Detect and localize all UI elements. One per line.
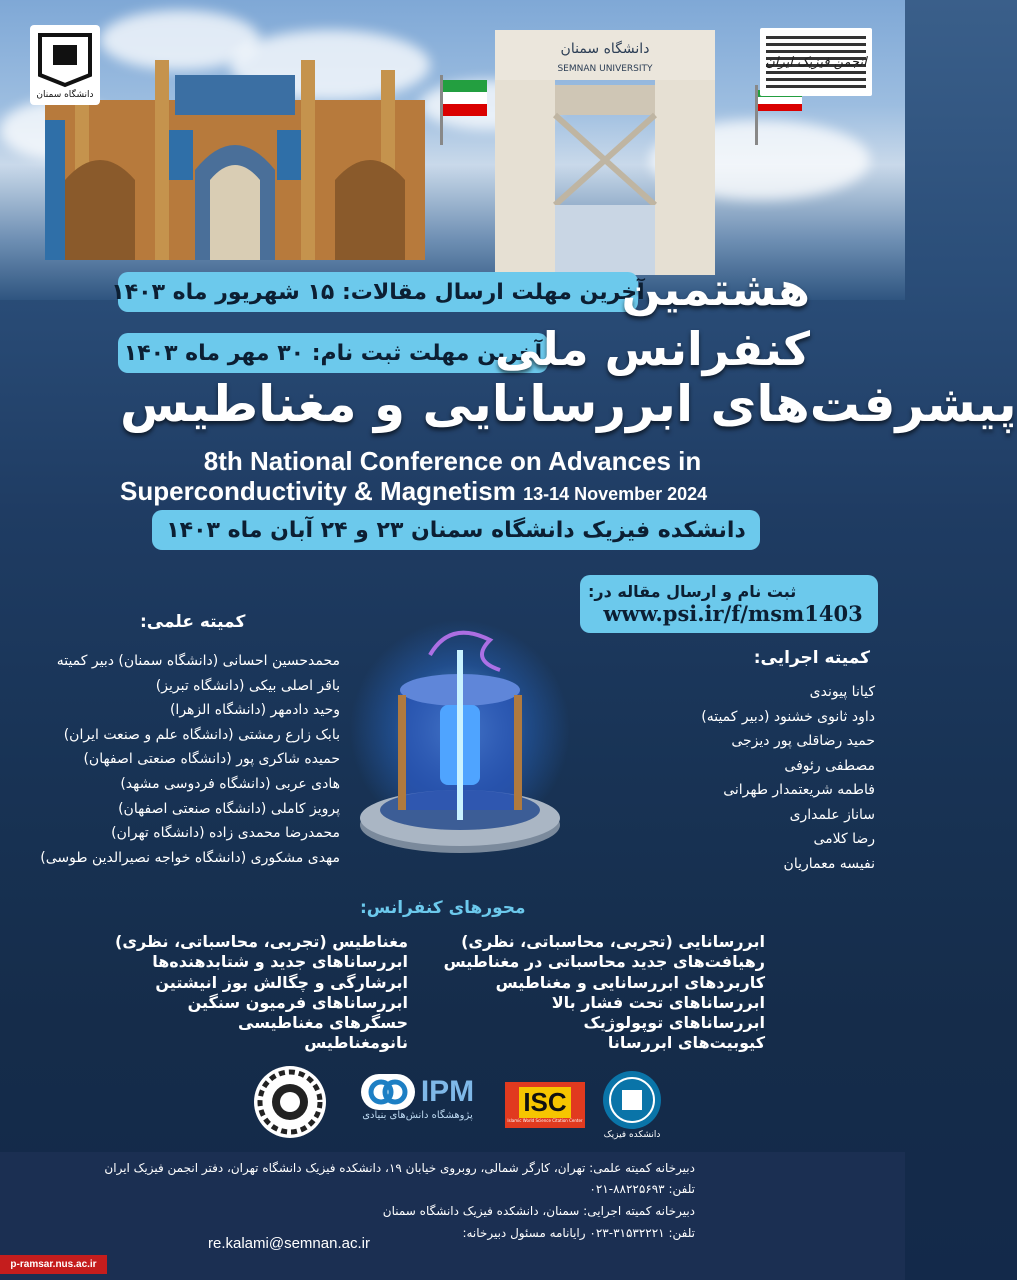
list-item: نفیسه معماریان: [783, 855, 875, 872]
title-line-3: پیشرفت‌های ابررسانایی و مغناطیس: [120, 375, 1017, 433]
physics-society-logo: [760, 28, 872, 96]
list-item: وحید دادمهر (دانشگاه الزهرا): [169, 702, 340, 719]
scientific-committee-list: [40, 649, 340, 870]
executive-committee-heading: کمیته اجرایی:: [753, 648, 870, 668]
semnan-university-logo: [30, 25, 100, 105]
topic-item: کیوبیت‌های ابررسانا: [607, 1033, 765, 1053]
isc-sub-text: Islamic World Science Citation Center: [507, 1118, 583, 1123]
english-title-line-2: [120, 476, 707, 507]
english-title-line-1: 8th National Conference on Advances in: [203, 446, 702, 476]
title-line-1: هشتمین: [621, 262, 810, 316]
gate-sign-text: دانشگاه سمنان: [560, 41, 650, 57]
list-item: پرویز کاملی (دانشگاه صنعتی اصفهان): [118, 800, 340, 817]
footer-executive-phone: تلفن: ۳۱۵۳۲۲۲۱-۰۲۳ رایانامه مسئول دبیرخانه:: [462, 1226, 695, 1240]
topic-item: نانومغناطیس: [304, 1033, 408, 1053]
footer-scientific-address: دبیرخانه کمیته علمی: تهران، کارگر شمالی، روبروی خیابان ۱۹، دانشکده فیزیک دانشگاه تهران، دفتر انجمن فیزیک ایران: [104, 1161, 695, 1175]
semnan-logo-text: دانشگاه سمنان: [36, 90, 94, 100]
list-item: مصطفی رئوفی: [784, 757, 875, 774]
location-date-badge: دانشکده فیزیک دانشگاه سمنان ۲۳ و ۲۴ آبان ماه ۱۴۰۳: [152, 510, 760, 550]
list-item: ساناز علمداری: [789, 806, 875, 823]
isc-text: ISC: [519, 1087, 570, 1118]
list-item: مهدی مشکوری (دانشگاه خواجه نصیرالدین طوسی): [40, 849, 340, 866]
semnan-tiled-gate-image: [45, 60, 425, 260]
ipm-logo: [350, 1062, 485, 1132]
list-item: داود ثانوی خشنود (دبیر کمیته): [701, 708, 875, 725]
topic-item: رهیافت‌های جدید محاسباتی در مغناطیس: [443, 952, 765, 972]
topic-item: مغناطیس (تجربی، محاسباتی، نظری): [115, 932, 408, 951]
isc-logo: [505, 1082, 585, 1128]
topic-item: حسگرهای مغناطیسی: [238, 1013, 408, 1033]
scientific-committee-heading: کمیته علمی:: [140, 612, 246, 632]
ipm-emblem-icon: [361, 1074, 415, 1110]
list-item: هادی عربی (دانشگاه فردوسی مشهد): [120, 775, 340, 792]
list-item: محمدرضا محمدی زاده (دانشگاه تهران): [111, 825, 340, 842]
footer: [0, 1152, 905, 1280]
list-item: کیانا پیوندی: [809, 684, 875, 700]
topics-heading: محورهای کنفرانس:: [360, 898, 526, 918]
superconductor-device-illustration: [340, 610, 580, 870]
list-item: باقر اصلی بیکی (دانشگاه تبریز): [155, 677, 340, 694]
psi-logo-text: انجمن فیزیک ایران: [765, 54, 867, 70]
registration-deadline-badge: آخرین مهلت ثبت نام: ۳۰ مهر ماه ۱۴۰۳: [118, 333, 548, 373]
topics-right-column: [444, 932, 765, 1054]
executive-committee-list: [701, 680, 875, 876]
semnan-physics-text: دانشکده فیزیک: [603, 1129, 661, 1140]
gate-sign-en: SEMNAN UNIVERSITY: [557, 64, 653, 74]
topic-item: ابررساناهای توپولوژیک: [583, 1013, 765, 1033]
list-item: حمید رضاقلی پور دیزجی: [731, 733, 875, 749]
semnan-university-gate-image: [475, 25, 735, 275]
topic-item: ابررساناهای تحت فشار بالا: [551, 992, 765, 1012]
semnan-round-emblem-icon: [602, 1070, 662, 1130]
english-date: 13-14 November 2024: [523, 484, 708, 504]
footer-executive-address: دبیرخانه کمیته اجرایی: سمنان، دانشکده فیزیک دانشگاه سمنان: [382, 1204, 695, 1218]
iran-flag-icon: [440, 75, 490, 145]
registration-label: ثبت نام و ارسال مقاله در:: [588, 582, 797, 601]
english-title-text: Superconductivity & Magnetism: [120, 476, 516, 506]
topic-item: ابرشارگی و چگالش بوز انیشتین: [155, 972, 408, 992]
topics-left-column: [115, 932, 408, 1054]
list-item: رضا کلامی: [813, 831, 875, 847]
topic-item: کاربردهای ابررسانایی و مغناطیس: [495, 972, 765, 992]
paper-deadline-badge: آخرین مهلت ارسال مقالات: ۱۵ شهریور ماه ۱۴۰۳: [118, 272, 638, 312]
registration-box: [580, 575, 878, 633]
semnan-emblem-icon: [35, 30, 95, 100]
list-item: فاطمه شریعتمدار طهرانی: [723, 782, 875, 798]
contact-email-link[interactable]: re.kalami@semnan.ac.ir: [208, 1235, 370, 1252]
partner-logos: [250, 1062, 660, 1147]
semnan-university-logo-round: [600, 1062, 664, 1147]
topic-item: ابررساناهای جدید و شتابدهنده‌ها: [152, 952, 408, 972]
ipm-text: IPM: [420, 1074, 475, 1108]
university-of-tehran-logo: [250, 1062, 330, 1142]
list-item: محمدحسین احسانی (دانشگاه سمنان) دبیر کمیته: [56, 653, 340, 669]
ipm-fa-text: پژوهشگاه دانش‌های بنیادی: [362, 1109, 473, 1121]
list-item: حمیده شاکری پور (دانشگاه صنعتی اصفهان): [83, 751, 340, 768]
site-watermark: p-ramsar.nus.ac.ir: [0, 1255, 107, 1274]
footer-scientific-phone: تلفن: ۸۸۲۲۵۶۹۳-۰۲۱: [589, 1182, 695, 1196]
registration-url-link[interactable]: www.psi.ir/f/msm1403: [603, 601, 863, 626]
topic-item: ابررسانایی (تجربی، محاسباتی، نظری): [461, 932, 765, 951]
title-line-2: کنفرانس ملی: [494, 322, 810, 376]
topic-item: ابررساناهای فرمیون سنگین: [187, 992, 408, 1012]
list-item: بابک زارع رمشتی (دانشگاه علم و صنعت ایران): [63, 726, 340, 743]
